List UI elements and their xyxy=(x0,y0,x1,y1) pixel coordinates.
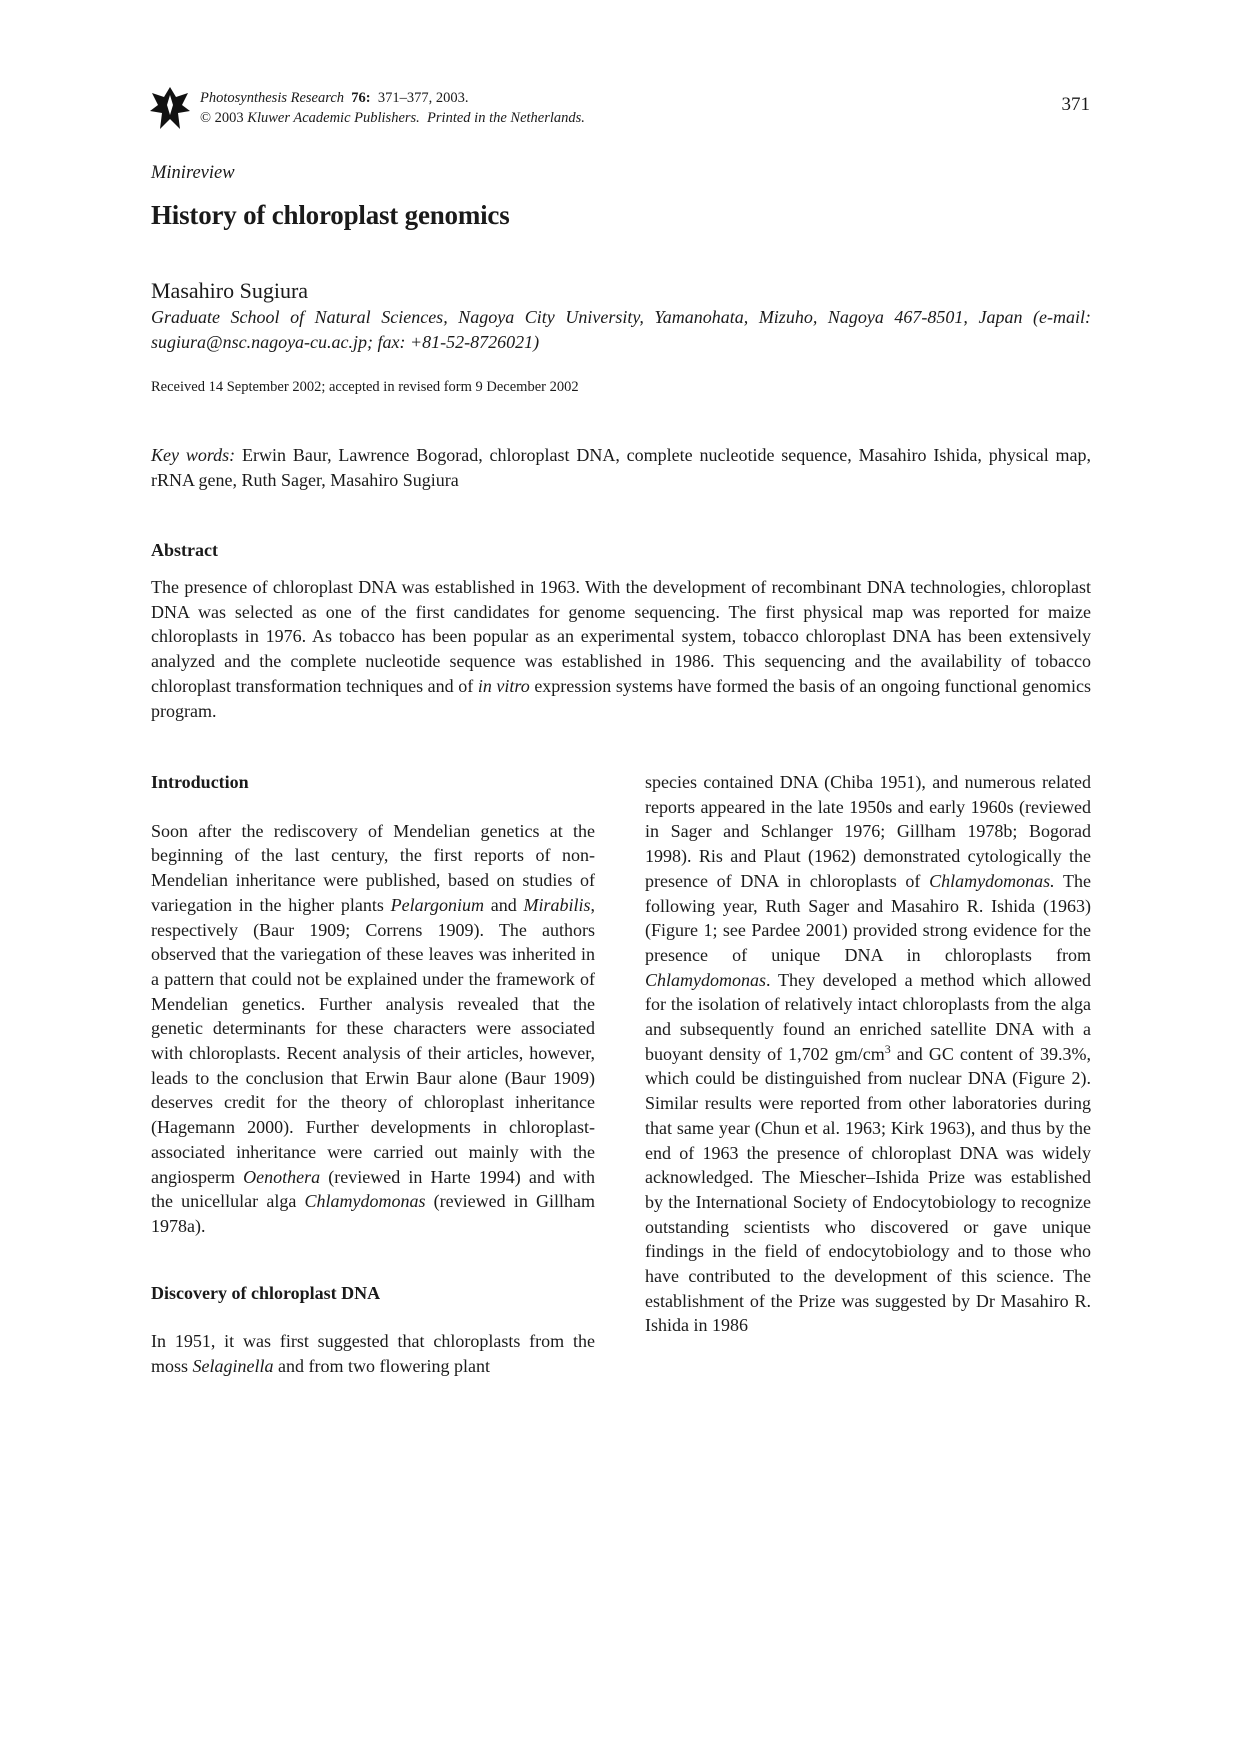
page-number: 371 xyxy=(1061,94,1090,115)
discovery-heading: Discovery of chloroplast DNA xyxy=(151,1282,381,1303)
introduction-paragraph: Soon after the rediscovery of Mendelian genetics at the beginning of the last century, the first reports of non-Mendelian inheritance were published, based on studies of variegation in the higher plants Pelargonium and Mirabilis, respectively (Baur 1909; Correns 1909). The authors observed that the variegation of these leaves was inherited in a pattern that could not be explained under the framework of Mendelian genetics. Further analysis revealed that the genetic determinants for these characters were associated with chloroplasts. Recent analysis of their articles, however, leads to the conclusion that Erwin Baur alone (Baur 1909) deserves credit for the theory of chloroplast inheritance (Hagemann 2000). Further developments in chloroplast-associated inheritance were carried out mainly with the angiosperm Oenothera (reviewed in Harte 1994) and with the unicellular alga Chlamydomonas (reviewed in Gillham 1978a). xyxy=(151,820,596,1236)
left-column xyxy=(151,770,595,1379)
printed-note: Printed in the Netherlands. xyxy=(427,110,585,126)
article-title: History of chloroplast genomics xyxy=(151,200,510,230)
right-column xyxy=(645,770,1091,1338)
copyright: © 2003 xyxy=(200,110,244,126)
keywords xyxy=(151,443,1091,493)
abstract-heading: Abstract xyxy=(151,540,218,560)
journal-volume: 76: xyxy=(351,90,371,106)
discovery-paragraph: In 1951, it was first suggested that chloroplasts from the moss Selaginella and from two flowering plant xyxy=(151,1331,595,1377)
received-dates: Received 14 September 2002; accepted in revised form 9 December 2002 xyxy=(151,379,579,395)
article-type: Minireview xyxy=(151,163,235,183)
publisher: Kluwer Academic Publishers. xyxy=(247,110,420,126)
publisher-logo-icon xyxy=(150,85,190,131)
journal-pages: 371–377, 2003. xyxy=(377,90,469,106)
right-column-paragraph: species contained DNA (Chiba 1951), and numerous related reports appeared in the late 1950s and early 1960s (reviewed in Sager and Schlanger 1976; Gillham 1978b; Bogorad 1998). Ris and Plaut (1962) demonstrated cytologically the presence of DNA in chloroplasts of Chlamydomonas. The following year, Ruth Sager and Masahiro R. Ishida (1963) (Figure 1; see Pardee 2001) provided strong evidence for the presence of unique DNA in chloroplasts from Chlamydomonas. They developed a method which allowed for the isolation of relatively intact chloroplasts from the alga and subsequently found an enriched satellite DNA with a buoyant density of 1,702 $gm/cm^3$ and GC content of 39.3%, which could be distinguished from nuclear DNA (Figure 2). Similar results were reported from other laboratories during that same year (Chun et al. 1963; Kirk 1963), and thus by the end of 1963 the presence of chloroplast DNA was widely acknowledged. The Miescher–Ishida Prize was established by the International Society of Endocytobiology to recognize outstanding scientists who discovered or gave unique findings in the field of endocytobiology and to those who have contributed to the development of this science. The establishment of the Prize was suggested by Dr Masahiro R. Ishida in 1986 xyxy=(645,772,1091,1336)
keywords-label: Key words: xyxy=(151,445,236,465)
keywords-list: Erwin Baur, Lawrence Bogorad, chloroplast DNA, complete nucleotide sequence, Masahiro Ishida, physical map, rRNA gene, Ruth Sager, Masahiro Sugiura xyxy=(151,445,1092,490)
journal-citation xyxy=(200,88,585,128)
author-affiliation: Graduate School of Natural Sciences, Nagoya City University, Yamanohata, Mizuho, Nagoya 467-8501, Japan (e-mail: sugiura@nsc.nagoya-cu.ac.jp; fax: +81-52-8726021) xyxy=(151,307,1091,352)
author-name: Masahiro Sugiura xyxy=(151,278,309,303)
abstract-text: The presence of chloroplast DNA was established in 1963. With the development of recombinant DNA technologies, chloroplast DNA was selected as one of the first candidates for genome sequencing. The first physical map was reported for maize chloroplasts in 1976. As tobacco has been popular as an experimental system, tobacco chloroplast DNA has been extensively analyzed and the complete nucleotide sequence was established in 1986. This sequencing and the availability of tobacco chloroplast transformation techniques and of in vitro expression systems have formed the basis of an ongoing functional genomics program. xyxy=(151,577,1091,721)
journal-name: Photosynthesis Research xyxy=(200,90,345,106)
introduction-heading: Introduction xyxy=(151,772,249,792)
